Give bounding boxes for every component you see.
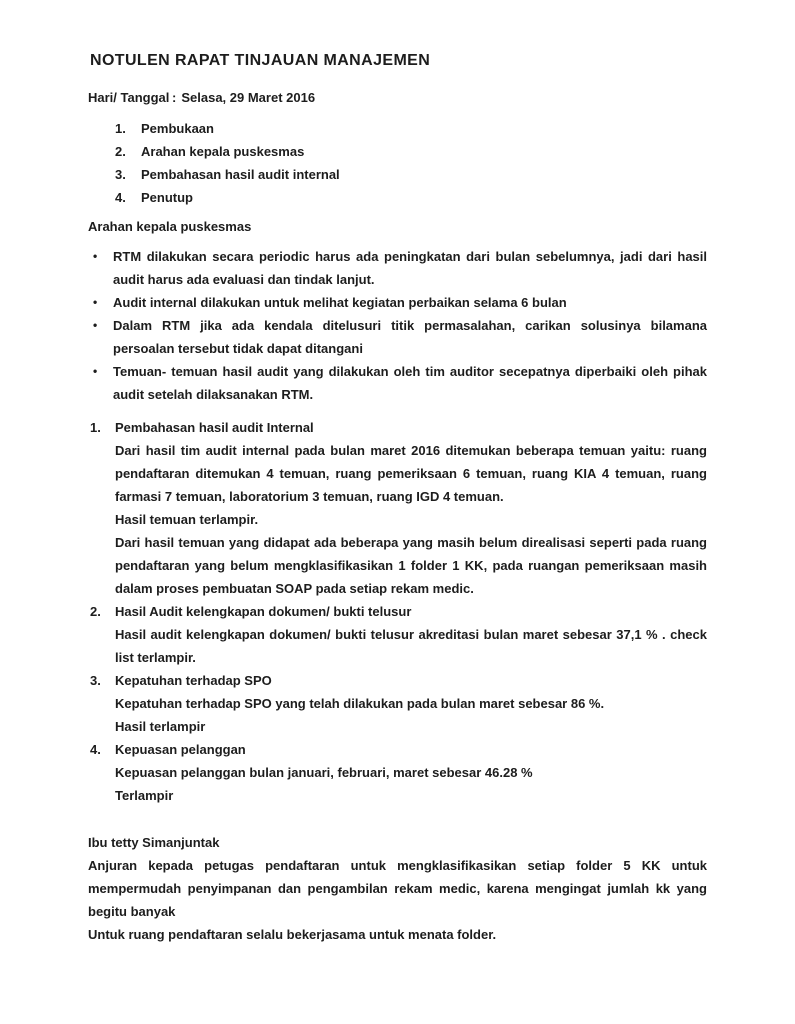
- section-heading: Kepatuhan terhadap SPO: [115, 673, 272, 688]
- section-paragraph: Hasil audit kelengkapan dokumen/ bukti telusur akreditasi bulan maret sebesar 37,1 % . check list terlampir.: [115, 627, 707, 665]
- agenda-item-label: Penutup: [141, 190, 193, 205]
- section-heading: Pembahasan hasil audit Internal: [115, 420, 314, 435]
- arahan-heading: Arahan kepala puskesmas: [88, 219, 252, 234]
- section-item: [88, 669, 707, 738]
- bullet-text: Dalam RTM jika ada kendala ditelusuri titik permasalahan, carikan solusinya bilamana persoalan tersebut tidak dapat ditangani: [113, 318, 707, 356]
- bullet-icon: •: [93, 295, 98, 309]
- section-item: [88, 738, 707, 807]
- bullet-item: [88, 360, 707, 406]
- bullet-item: [88, 245, 707, 291]
- agenda-item: [115, 163, 707, 186]
- agenda-item-label: Pembukaan: [141, 121, 214, 136]
- agenda-item-number: 4.: [115, 190, 126, 205]
- agenda-item-number: 1.: [115, 121, 126, 136]
- section-heading: Kepuasan pelanggan: [115, 742, 246, 757]
- closing-block: [88, 831, 707, 946]
- section-item: [88, 600, 707, 669]
- date-separator: :: [172, 90, 177, 105]
- bullet-item: [88, 314, 707, 360]
- agenda-item: [115, 140, 707, 163]
- bullet-text: Audit internal dilakukan untuk melihat kegiatan perbaikan selama 6 bulan: [113, 295, 567, 310]
- date-line: [88, 86, 707, 109]
- section-heading: Hasil Audit kelengkapan dokumen/ bukti telusur: [115, 604, 412, 619]
- agenda-item-label: Pembahasan hasil audit internal: [141, 167, 340, 182]
- closing-paragraph: Untuk ruang pendaftaran selalu bekerjasama untuk menata folder.: [88, 927, 497, 942]
- document-title: NOTULEN RAPAT TINJAUAN MANAJEMEN: [90, 52, 431, 69]
- agenda-item: [115, 186, 707, 209]
- bullet-item: [88, 291, 707, 314]
- bullet-icon: •: [93, 249, 98, 263]
- section-item: [88, 416, 707, 600]
- bullet-icon: •: [93, 364, 98, 378]
- agenda-item-number: 3.: [115, 167, 126, 182]
- section-paragraph: Hasil terlampir: [115, 719, 206, 734]
- closing-speaker: Ibu tetty Simanjuntak: [88, 835, 220, 850]
- closing-paragraph: Anjuran kepada petugas pendaftaran untuk mengklasifikasikan setiap folder 5 KK untuk mempermudah penyimpanan dan pengambilan rekam medic, karena mengingat jumlah kk yang begitu banyak: [88, 858, 707, 919]
- section-number: 1.: [90, 420, 101, 435]
- section-paragraph: Kepatuhan terhadap SPO yang telah dilakukan pada bulan maret sebesar 86 %.: [115, 696, 605, 711]
- section-number: 2.: [90, 604, 101, 619]
- section-paragraph: Dari hasil tim audit internal pada bulan maret 2016 ditemukan beberapa temuan yaitu: ruang pendaftaran ditemukan 4 temuan, ruang pemeriksaan 6 temuan, ruang KIA 4 temuan, ruang farmasi 7 temuan, laboratorium 3 temuan, ruang IGD 4 temuan.: [115, 443, 707, 504]
- bullet-icon: •: [93, 318, 98, 332]
- numbered-sections: [88, 416, 707, 807]
- section-number: 4.: [90, 742, 101, 757]
- date-value: Selasa, 29 Maret 2016: [181, 90, 316, 105]
- date-label: Hari/ Tanggal: [88, 90, 170, 105]
- arahan-bullet-list: [88, 245, 707, 406]
- bullet-text: RTM dilakukan secara periodic harus ada peningkatan dari bulan sebelumnya, jadi dari hasil audit harus ada evaluasi dan tindak lanjut.: [113, 249, 707, 287]
- agenda-list: [115, 117, 707, 209]
- agenda-item-label: Arahan kepala puskesmas: [141, 144, 305, 159]
- section-paragraph: Terlampir: [115, 788, 174, 803]
- section-paragraph: Kepuasan pelanggan bulan januari, februari, maret sebesar 46.28 %: [115, 765, 533, 780]
- section-number: 3.: [90, 673, 101, 688]
- section-paragraph: Hasil temuan terlampir.: [115, 512, 259, 527]
- agenda-item-number: 2.: [115, 144, 126, 159]
- section-paragraph: Dari hasil temuan yang didapat ada beberapa yang masih belum direalisasi seperti pada ruang pendaftaran yang belum mengklasifikasikan 1 folder 1 KK, pada ruangan pemeriksaan masih dalam proses pembuatan SOAP pada setiap rekam medic.: [115, 535, 707, 596]
- agenda-item: [115, 117, 707, 140]
- bullet-text: Temuan- temuan hasil audit yang dilakukan oleh tim auditor secepatnya diperbaiki oleh pihak audit setelah dilaksanakan RTM.: [113, 364, 707, 402]
